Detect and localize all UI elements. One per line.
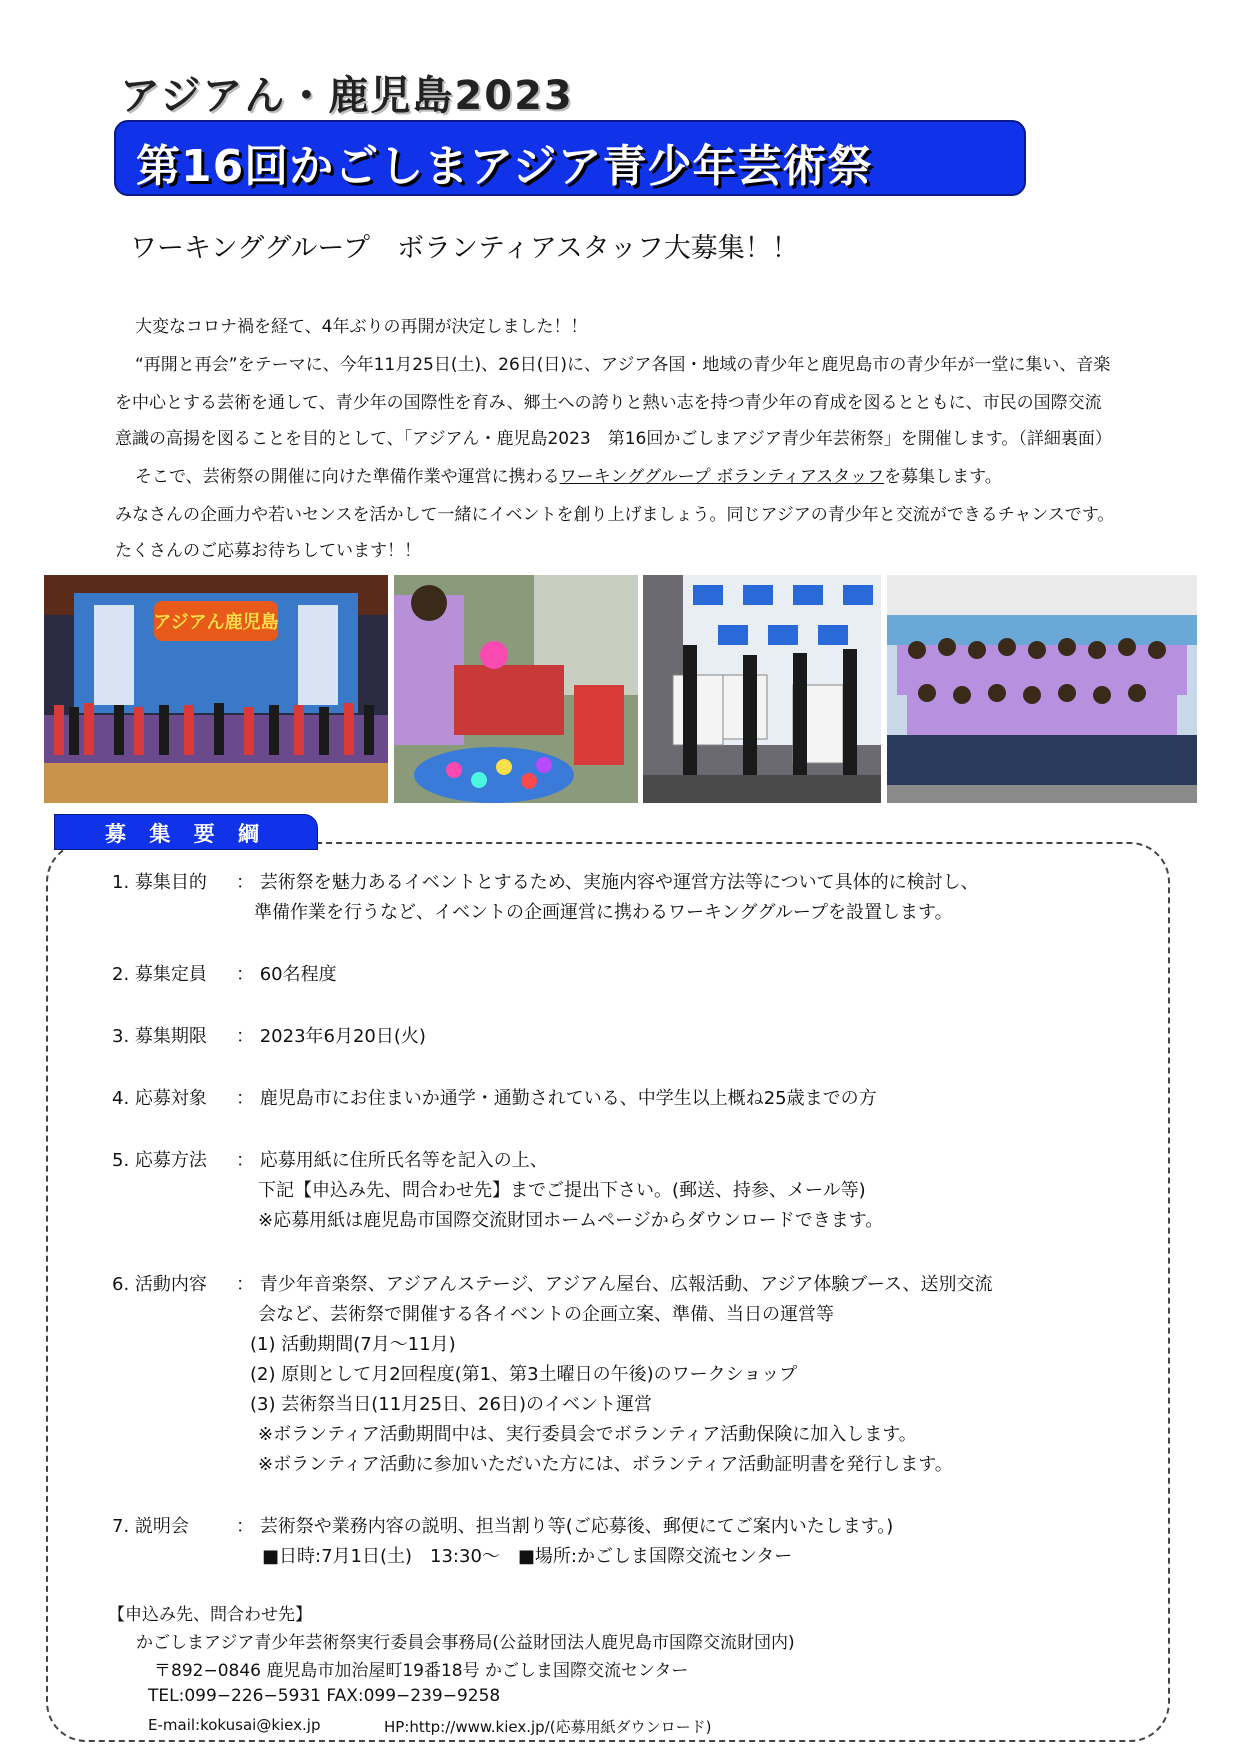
- section-title: 募 集 要 綱: [105, 822, 267, 846]
- event-series-title: アジアん・鹿児島2023: [120, 73, 574, 119]
- intro-highlight: ワーキンググループ ボランティアスタッフ: [559, 467, 885, 487]
- item-text: ※ボランティア活動期間中は、実行委員会でボランティア活動保険に加入します。: [258, 1424, 917, 1445]
- intro-line-5: [135, 462, 1002, 487]
- intro-line-2: “再開と再会”をテーマに、今年11月25日(土)、26日(日)に、アジア各国・地域の青少年と鹿児島市の青少年が一堂に集い、音楽: [135, 355, 1111, 375]
- item-label-briefing: 7. 説明会: [112, 1516, 189, 1537]
- intro-line-5-pre: そこで、芸術祭の開催に向けた準備作業や運営に携わる: [135, 467, 560, 487]
- item-label-activities: 6. 活動内容: [112, 1274, 207, 1295]
- photo-group-presentation: [643, 575, 881, 803]
- item-text: (2) 原則として月2回程度(第1、第3土曜日の午後)のワークショップ: [250, 1364, 798, 1385]
- item-label-purpose: 1. 募集目的: [112, 872, 207, 893]
- item-text: ： 応募用紙に住所氏名等を記入の上、: [236, 1150, 548, 1171]
- item-text: ： 2023年6月20日(火): [236, 1026, 426, 1047]
- contact-address: 〒892−0846 鹿児島市加治屋町19番18号 かごしま国際交流センター: [154, 1661, 689, 1681]
- festival-title: 第16回かごしまアジア青少年芸術祭: [136, 141, 873, 192]
- item-text: ： 芸術祭や業務内容の説明、担当割り等(ご応募後、郵便にてご案内いたします。): [236, 1516, 894, 1537]
- intro-line-6: みなさんの企画力や若いセンスを活かして一緒にイベントを創り上げましょう。同じアジアの青少年と交流ができるチャンスです。: [115, 505, 1115, 525]
- item-text: (3) 芸術祭当日(11月25日、26日)のイベント運営: [250, 1394, 652, 1415]
- item-label-eligibility: 4. 応募対象: [112, 1088, 207, 1109]
- intro-line-7: たくさんのご応募お待ちしています！！: [115, 541, 421, 561]
- intro-line-4: 意識の高揚を図ることを目的として、「アジアん・鹿児島2023 第16回かごしまアジア青少年芸術祭」を開催します。（詳細裏面）: [115, 429, 1112, 449]
- item-label-application: 5. 応募方法: [112, 1150, 207, 1171]
- item-label-deadline: 3. 募集期限: [112, 1026, 207, 1047]
- item-text: (1) 活動期間(7月～11月): [250, 1334, 456, 1355]
- contact-heading: 【申込み先、問合わせ先】: [108, 1605, 312, 1625]
- photo-volunteer-group: [887, 575, 1197, 803]
- contact-email[interactable]: E-mail:kokusai@kiex.jp: [148, 1716, 321, 1734]
- photo-balloon-activity: [394, 575, 638, 803]
- stage-sign-text: アジアん鹿児島: [153, 612, 279, 633]
- intro-line-1: 大変なコロナ禍を経て、4年ぶりの再開が決定しました！！: [135, 317, 588, 337]
- item-text: ： 芸術祭を魅力あるイベントとするため、実施内容や運営方法等について具体的に検討し、: [236, 872, 979, 893]
- item-text: ※応募用紙は鹿児島市国際交流財団ホームページからダウンロードできます。: [258, 1210, 884, 1231]
- item-text: 準備作業を行うなど、イベントの企画運営に携わるワーキンググループを設置します。: [254, 902, 953, 923]
- item-text: 会など、芸術祭で開催する各イベントの企画立案、準備、当日の運営等: [258, 1304, 834, 1325]
- item-text: ： 60名程度: [236, 964, 337, 985]
- item-text: ■日時:7月1日(土) 13:30～ ■場所:かごしま国際交流センター: [262, 1546, 793, 1567]
- contact-website[interactable]: HP:http://www.kiex.jp/(応募用紙ダウンロード): [384, 1718, 712, 1736]
- recruitment-heading: ワーキンググループ ボランティアスタッフ大募集！！: [130, 233, 799, 264]
- photo-stage-performance: [44, 575, 388, 803]
- item-text: ※ボランティア活動に参加いただいた方には、ボランティア活動証明書を発行します。: [258, 1454, 953, 1475]
- intro-line-5-post: を募集します。: [884, 467, 1002, 487]
- item-text: 下記【申込み先、問合わせ先】までご提出下さい。(郵送、持参、メール等): [258, 1180, 866, 1201]
- item-text: ： 鹿児島市にお住まいか通学・通勤されている、中学生以上概ね25歳までの方: [236, 1088, 877, 1109]
- contact-organization: かごしまアジア青少年芸術祭実行委員会事務局(公益財団法人鹿児島市国際交流財団内): [136, 1633, 795, 1653]
- intro-line-3: を中心とする芸術を通して、青少年の国際性を育み、郷土への誇りと熱い志を持つ青少年の育成を図るとともに、市民の国際交流: [115, 393, 1102, 413]
- item-label-capacity: 2. 募集定員: [112, 964, 207, 985]
- contact-phone-fax: TEL:099−226−5931 FAX:099−239−9258: [148, 1686, 501, 1706]
- item-text: ： 青少年音楽祭、アジアんステージ、アジアん屋台、広報活動、アジア体験ブース、送別交流: [236, 1274, 993, 1295]
